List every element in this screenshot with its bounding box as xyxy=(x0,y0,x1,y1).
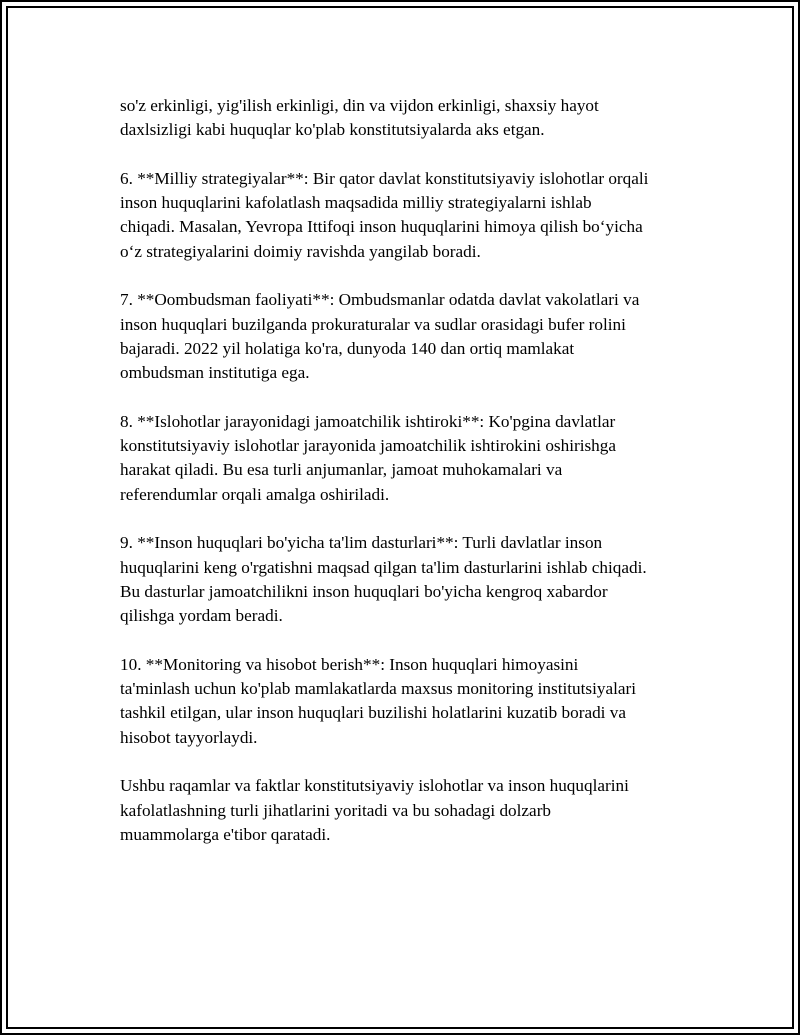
text-line: Ushbu raqamlar va faktlar konstitutsiyaviy islohotlar va inson huquqlarini xyxy=(120,776,629,796)
paragraph-item-6-milliy-strategiyalar xyxy=(120,167,692,264)
text-line: 8. **Islohotlar jarayonidagi jamoatchilik ishtiroki**: Ko'pgina davlatlar xyxy=(120,411,616,431)
text-line: bajaradi. 2022 yil holatiga ko'ra, dunyoda 140 dan ortiq mamlakat xyxy=(120,338,575,358)
text-line: hisobot tayyorlaydi. xyxy=(120,727,258,747)
text-line: muammolarga e'tibor qaratadi. xyxy=(120,824,331,844)
text-line: ta'minlash uchun ko'plab mamlakatlarda maxsus monitoring institutsiyalari xyxy=(120,679,636,699)
text-line: tashkil etilgan, ular inson huquqlari buzilishi holatlarini kuzatib boradi va xyxy=(120,703,626,723)
text-line: o‘z strategiyalarini doimiy ravishda yangilab boradi. xyxy=(120,241,481,261)
text-line: ombudsman institutiga ega. xyxy=(120,363,310,383)
text-line: so'z erkinligi, yig'ilish erkinligi, din va vijdon erkinligi, shaxsiy hayot xyxy=(120,96,599,115)
paragraph-item-10-monitoring xyxy=(120,653,692,750)
text-line: chiqadi. Masalan, Yevropa Ittifoqi inson huquqlarini himoya qilish bo‘yicha xyxy=(120,217,643,237)
text-line: kafolatlashning turli jihatlarini yoritadi va bu sohadagi dolzarb xyxy=(120,800,552,820)
text-line: 6. **Milliy strategiyalar**: Bir qator davlat konstitutsiyaviy islohotlar orqali xyxy=(120,168,649,188)
text-line: huquqlarini keng o'rgatishni maqsad qilgan ta'lim dasturlarini ishlab chiqadi. xyxy=(120,557,647,577)
text-line: Bu dasturlar jamoatchilikni inson huquqlari bo'yicha kengroq xabardor xyxy=(120,581,608,601)
text-line: konstitutsiyaviy islohotlar jarayonida jamoatchilik ishtirokini oshirishga xyxy=(120,436,616,456)
text-line: inson huquqlarini kafolatlash maqsadida milliy strategiyalarni ishlab xyxy=(120,193,592,213)
paragraph-conclusion xyxy=(120,774,692,847)
text-line: qilishga yordam beradi. xyxy=(120,606,283,626)
text-line: daxlsizligi kabi huquqlar ko'plab konstitutsiyalarda aks etgan. xyxy=(120,120,545,140)
paragraph-item-7-ombudsman xyxy=(120,288,692,385)
paragraph-item-8-jamoatchilik xyxy=(120,410,692,507)
text-line: 7. **Oombudsman faoliyati**: Ombudsmanlar odatda davlat vakolatlari va xyxy=(120,290,640,310)
text-line: 10. **Monitoring va hisobot berish**: Inson huquqlari himoyasini xyxy=(120,654,579,674)
text-line: inson huquqlari buzilganda prokuraturalar va sudlar orasidagi bufer rolini xyxy=(120,314,626,334)
document-body xyxy=(120,94,692,847)
paragraph-rights-intro xyxy=(120,94,692,143)
paragraph-item-9-talim-dasturlari xyxy=(120,531,692,628)
text-line: referendumlar orqali amalga oshiriladi. xyxy=(120,484,390,504)
text-line: 9. **Inson huquqlari bo'yicha ta'lim dasturlari**: Turli davlatlar inson xyxy=(120,533,603,553)
text-line: harakat qiladi. Bu esa turli anjumanlar, jamoat muhokamalari va xyxy=(120,460,563,480)
